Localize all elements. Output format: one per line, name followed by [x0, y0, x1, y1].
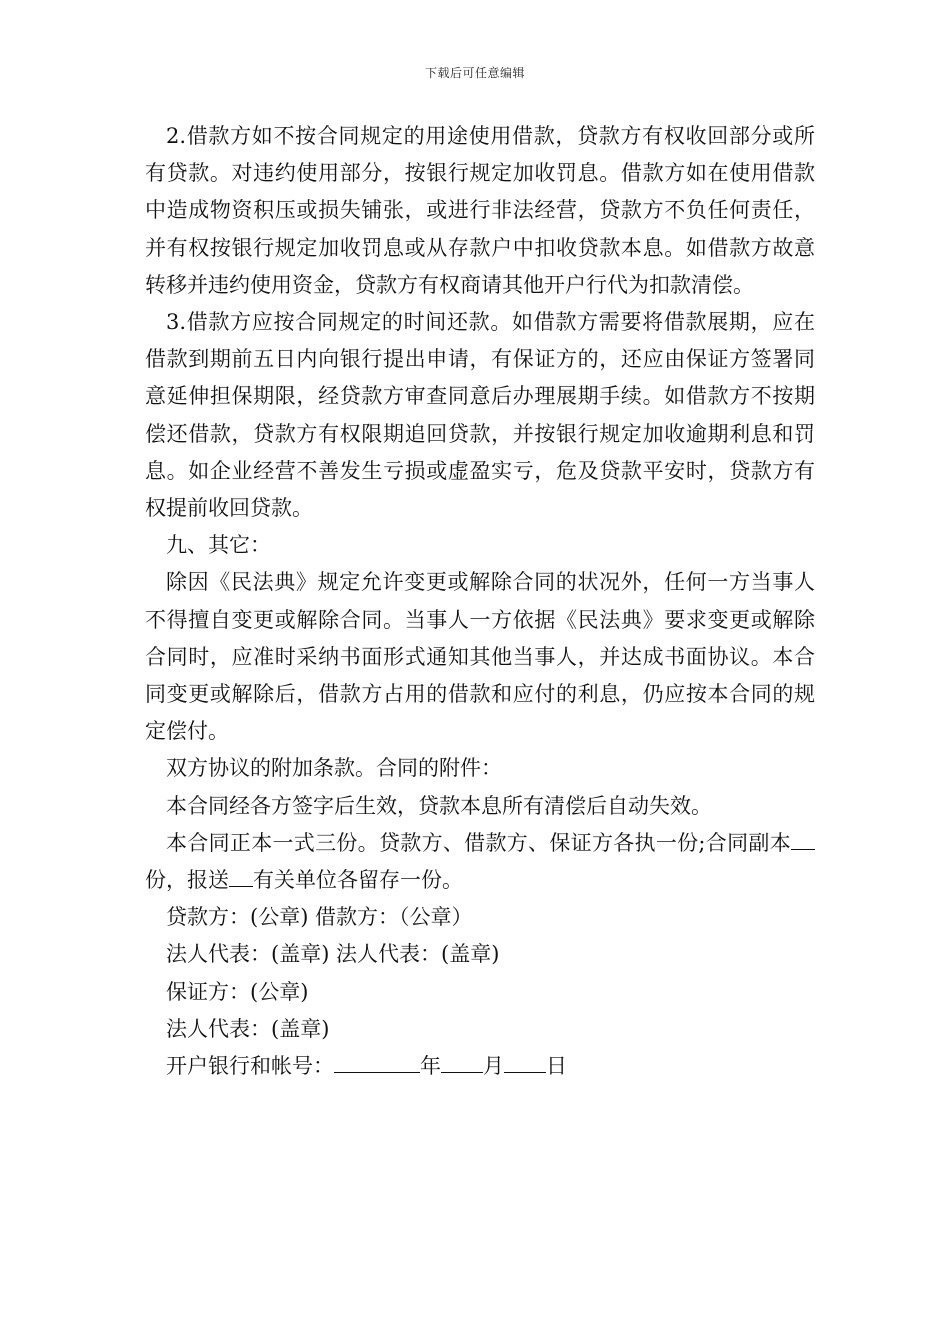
copies-text-3: 有关单位各留存一份。: [253, 868, 463, 893]
additional-terms-line: 双方协议的附加条款。合同的附件：: [166, 756, 502, 781]
guarantor-legal-rep-line: 法人代表：(盖章): [166, 1016, 330, 1041]
document-body: [145, 118, 815, 1085]
effective-clause-line: 本合同经各方签字后生效，贷款本息所有清偿后自动失效。: [166, 793, 712, 818]
year-label: 年: [420, 1054, 441, 1079]
lender-borrower-seal-line: 贷款方：(公章) 借款方：（公章）: [166, 905, 473, 930]
legal-reps-seal-line: 法人代表：(盖章) 法人代表：(盖章): [166, 942, 500, 967]
month-label: 月: [483, 1054, 504, 1079]
copies-text-1: 本合同正本一式三份。贷款方、借款方、保证方各执一份;合同副本: [166, 830, 791, 855]
guarantor-seal-line: 保证方：(公章): [166, 979, 309, 1004]
copies-text-2: 份，报送: [145, 868, 229, 893]
report-count-blank: [229, 868, 253, 887]
day-blank: [504, 1054, 546, 1073]
account-number-blank: [334, 1054, 420, 1073]
section-9-heading: 九、其它：: [166, 533, 271, 558]
clause-2-paragraph: 2.借款方如不按合同规定的用途使用借款，贷款方有权收回部分或所有贷款。对违约使用部分，按银行规定加收罚息。借款方如在使用借款中造成物资积压或损失铺张，或进行非法经营，贷款方不负任何责任，并有权按银行规定加收罚息或从存款户中扣收贷款本息。如借款方故意转移并违约使用资金，贷款方有权商请其他开户行代为扣款清偿。: [145, 124, 815, 297]
copies-clause: [145, 825, 815, 899]
clause-3-paragraph: 3.借款方应按合同规定的时间还款。如借款方需要将借款展期，应在借款到期前五日内向银行提出申请，有保证方的，还应由保证方签署同意延伸担保期限，经贷款方审查同意后办理展期手续。如借款方不按期偿还借款，贷款方有权限期追回贷款，并按银行规定加收逾期利息和罚息。如企业经营不善发生亏损或虚盈实亏，危及贷款平安时，贷款方有权提前收回贷款。: [145, 310, 815, 521]
copies-count-blank: [791, 831, 815, 850]
section-9-paragraph: 除因《民法典》规定允许变更或解除合同的状况外，任何一方当事人不得擅自变更或解除合同。当事人一方依据《民法典》要求变更或解除合同时，应准时采纳书面形式通知其他当事人，并达成书面协议。本合同变更或解除后，借款方占用的借款和应付的利息，仍应按本合同的规定偿付。: [145, 570, 815, 744]
bank-account-date-line: [145, 1048, 815, 1085]
page-header: 下载后可任意编辑: [424, 66, 525, 80]
bank-account-label: 开户银行和帐号：: [166, 1054, 334, 1079]
month-blank: [441, 1054, 483, 1073]
day-label: 日: [546, 1054, 567, 1079]
